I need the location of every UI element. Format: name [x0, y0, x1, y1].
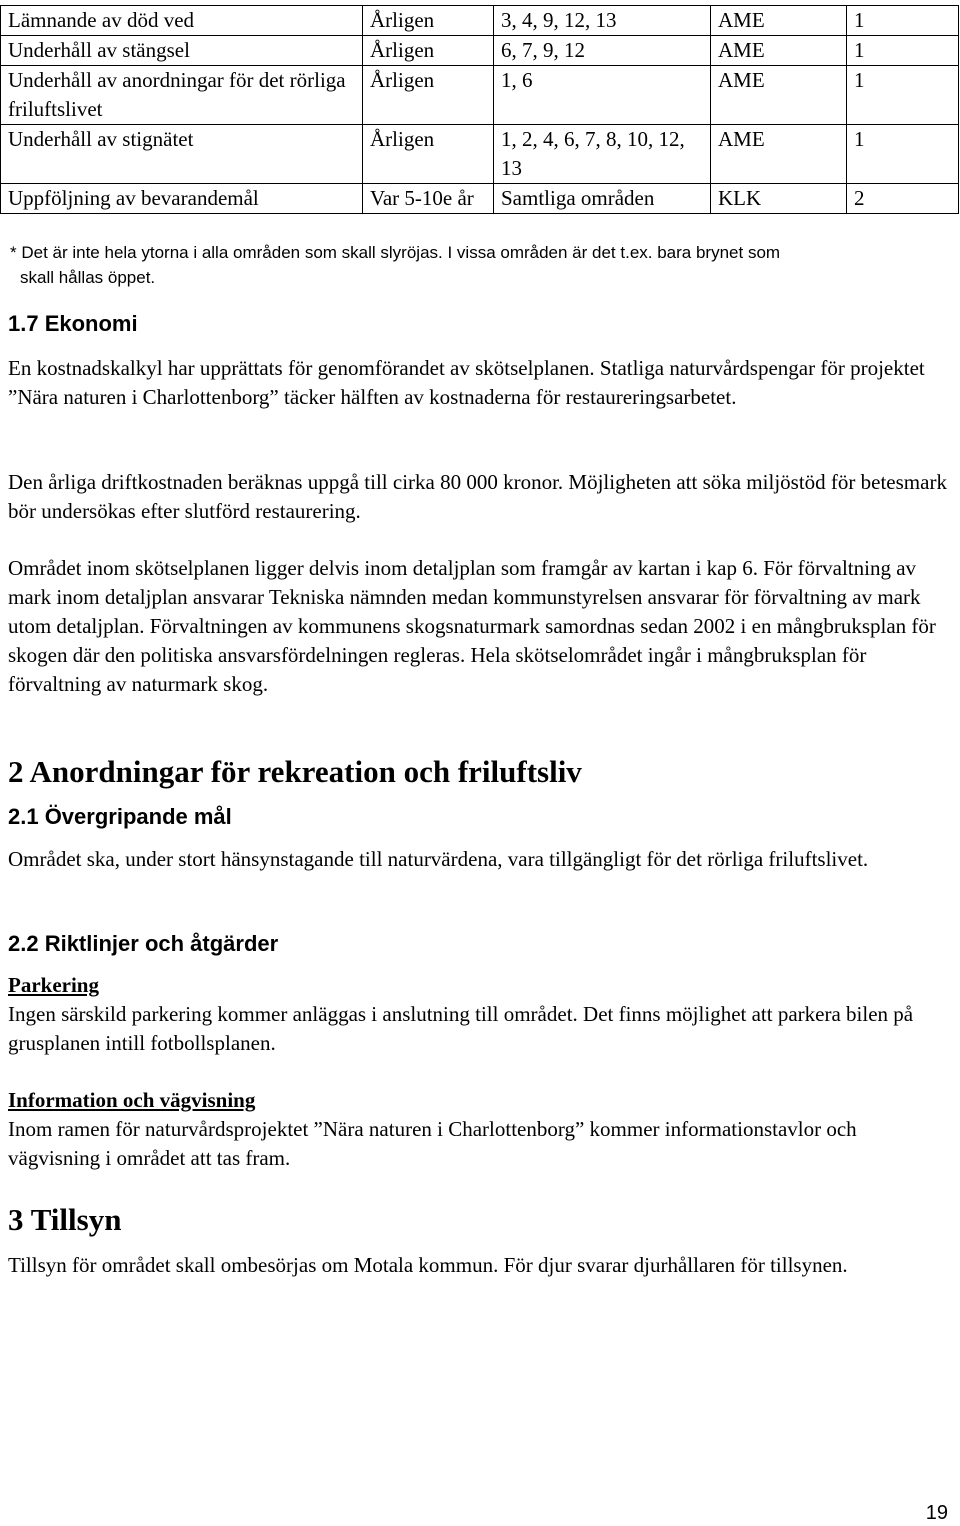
table-footnote	[10, 240, 955, 290]
table-cell-task: Underhåll av anordningar för det rörliga friluftslivet	[1, 66, 363, 125]
table-cell-areas: 1, 2, 4, 6, 7, 8, 10, 12, 13	[494, 125, 711, 184]
table-row	[1, 66, 959, 125]
heading-overgripande-mal: 2.1 Övergripande mål	[8, 804, 232, 829]
table-cell-priority: 1	[847, 36, 959, 66]
table-cell-frequency: Årligen	[363, 6, 494, 36]
table-cell-task: Underhåll av stignätet	[1, 125, 363, 184]
table-cell-task: Lämnande av död ved	[1, 6, 363, 36]
table-cell-responsible: AME	[711, 125, 847, 184]
heading-ekonomi: 1.7 Ekonomi	[8, 311, 138, 336]
page-number: 19	[925, 1502, 948, 1524]
table-cell-priority: 1	[847, 125, 959, 184]
table-cell-areas: 3, 4, 9, 12, 13	[494, 6, 711, 36]
table-row	[1, 125, 959, 184]
maintenance-table	[0, 5, 959, 214]
table-cell-areas: Samtliga områden	[494, 184, 711, 214]
paragraph: Området ska, under stort hänsynstagande till naturvärdena, vara tillgängligt för det rörliga friluftslivet.	[8, 847, 869, 871]
paragraph: Den årliga driftkostnaden beräknas uppgå till cirka 80 000 kronor. Möjligheten att söka miljöstöd för betesmark bör undersökas efter slutförd restaurering.	[8, 470, 947, 523]
subheading-parkering: Parkering	[8, 973, 99, 997]
table-cell-priority: 1	[847, 6, 959, 36]
table-cell-responsible: AME	[711, 66, 847, 125]
paragraph: Tillsyn för området skall ombesörjas om Motala kommun. För djur svarar djurhållaren för tillsynen.	[8, 1253, 848, 1277]
heading-section-3: 3 Tillsyn	[8, 1202, 122, 1237]
table-cell-responsible: AME	[711, 6, 847, 36]
table-cell-frequency: Årligen	[363, 125, 494, 184]
table-cell-task: Underhåll av stängsel	[1, 36, 363, 66]
footnote-line: skall hållas öppet.	[20, 268, 156, 287]
table-row	[1, 184, 959, 214]
table-cell-responsible: KLK	[711, 184, 847, 214]
table-cell-areas: 6, 7, 9, 12	[494, 36, 711, 66]
paragraph: Området inom skötselplanen ligger delvis inom detaljplan som framgår av kartan i kap 6. För förvaltning av mark inom detaljplan ansvarar Tekniska nämnden medan kommunstyrelsen ansvarar för förvaltning av mark utom detaljplan. Förvaltningen av kommunens skogsnaturmark samordnas sedan 2002 i en mångbruksplan för skogen där den politiska ansvarsfördelningen regleras. Hela skötselområdet ingår i mångbruksplan för förvaltning av naturmark skog.	[8, 556, 936, 696]
table-cell-responsible: AME	[711, 36, 847, 66]
footnote-line: * Det är inte hela ytorna i alla områden som skall slyröjas. I vissa områden är det t.ex. bara brynet som	[10, 243, 781, 262]
table-cell-priority: 2	[847, 184, 959, 214]
paragraph: Ingen särskild parkering kommer anläggas i anslutning till området. Det finns möjlighet att parkera bilen på grusplanen intill fotbollsplanen.	[8, 1002, 914, 1055]
table-cell-priority: 1	[847, 66, 959, 125]
table-cell-frequency: Årligen	[363, 66, 494, 125]
heading-riktlinjer: 2.2 Riktlinjer och åtgärder	[8, 931, 279, 956]
table-cell-task: Uppföljning av bevarandemål	[1, 184, 363, 214]
table-cell-areas: 1, 6	[494, 66, 711, 125]
subheading-information: Information och vägvisning	[8, 1088, 256, 1112]
table-cell-frequency: Var 5-10e år	[363, 184, 494, 214]
paragraph: En kostnadskalkyl har upprättats för genomförandet av skötselplanen. Statliga naturvårdspengar för projektet ”Nära naturen i Charlottenborg” täcker hälften av kostnaderna för restaureringsarbetet.	[8, 356, 925, 409]
table-row	[1, 36, 959, 66]
table-cell-frequency: Årligen	[363, 36, 494, 66]
table-row	[1, 6, 959, 36]
paragraph: Inom ramen för naturvårdsprojektet ”Nära naturen i Charlottenborg” kommer informationstavlor och vägvisning i området att tas fram.	[8, 1117, 857, 1170]
heading-section-2: 2 Anordningar för rekreation och friluftsliv	[8, 754, 582, 789]
